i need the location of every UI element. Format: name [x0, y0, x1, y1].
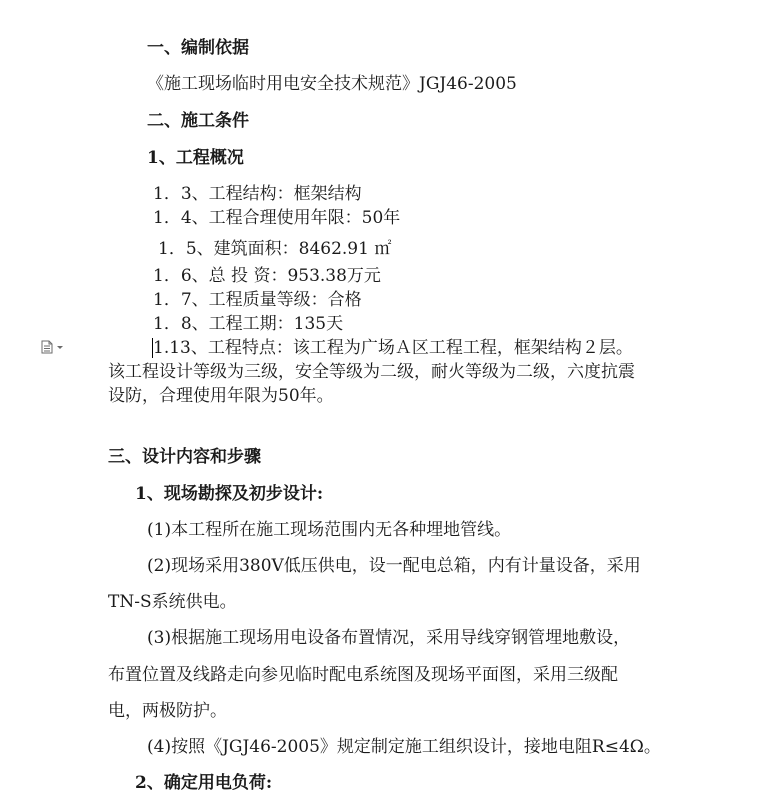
- overview-item: 1.13、工程特点：该工程为广场Ａ区工程工程，框架结构２层。: [153, 338, 633, 358]
- overview-item: 1．8、工程工期：135天: [153, 314, 344, 334]
- overview-item: 1．7、工程质量等级：合格: [153, 290, 362, 310]
- paragraph-line: (2)现场采用380V低压供电，设一配电总箱，内有计量设备，采用: [147, 556, 641, 576]
- reference-standard: 《施工现场临时用电安全技术规范》JGJ46-2005: [147, 74, 517, 94]
- load-heading: 2、确定用电负荷:: [135, 773, 273, 793]
- paragraph-line: (3)根据施工现场用电设备布置情况，采用导线穿钢管埋地敷设，: [147, 628, 631, 648]
- site-survey-heading: 1、现场勘探及初步设计:: [135, 484, 324, 504]
- document-icon[interactable]: [40, 339, 66, 353]
- section-2-heading: 二、施工条件: [147, 111, 249, 131]
- paragraph-line: 电，两极防护。: [108, 701, 227, 721]
- paragraph-line: (4)按照《JGJ46-2005》规定制定施工组织设计，接地电阻R≤4Ω。: [147, 737, 661, 757]
- paragraph-line: 该工程设计等级为三级，安全等级为二级，耐火等级为二级，六度抗震: [108, 362, 635, 382]
- overview-item: 1．3、工程结构：框架结构: [153, 184, 362, 204]
- paragraph-line: 布置位置及线路走向参见临时配电系统图及现场平面图，采用三级配: [108, 665, 618, 685]
- paragraph-line: 设防，合理使用年限为50年。: [108, 386, 334, 406]
- project-overview-heading: 1、工程概况: [147, 148, 244, 168]
- overview-item: 1．5、建筑面积：8462.91 ㎡: [158, 239, 392, 259]
- section-3-heading: 三、设计内容和步骤: [108, 447, 261, 467]
- overview-item: 1．4、工程合理使用年限：50年: [153, 208, 401, 228]
- paragraph-line: (1)本工程所在施工现场范围内无各种埋地管线。: [147, 520, 512, 540]
- paragraph-line: TN-S系统供电。: [108, 592, 237, 612]
- section-1-heading: 一、编制依据: [147, 38, 249, 58]
- overview-item: 1．6、总 投 资：953.38万元: [153, 266, 381, 286]
